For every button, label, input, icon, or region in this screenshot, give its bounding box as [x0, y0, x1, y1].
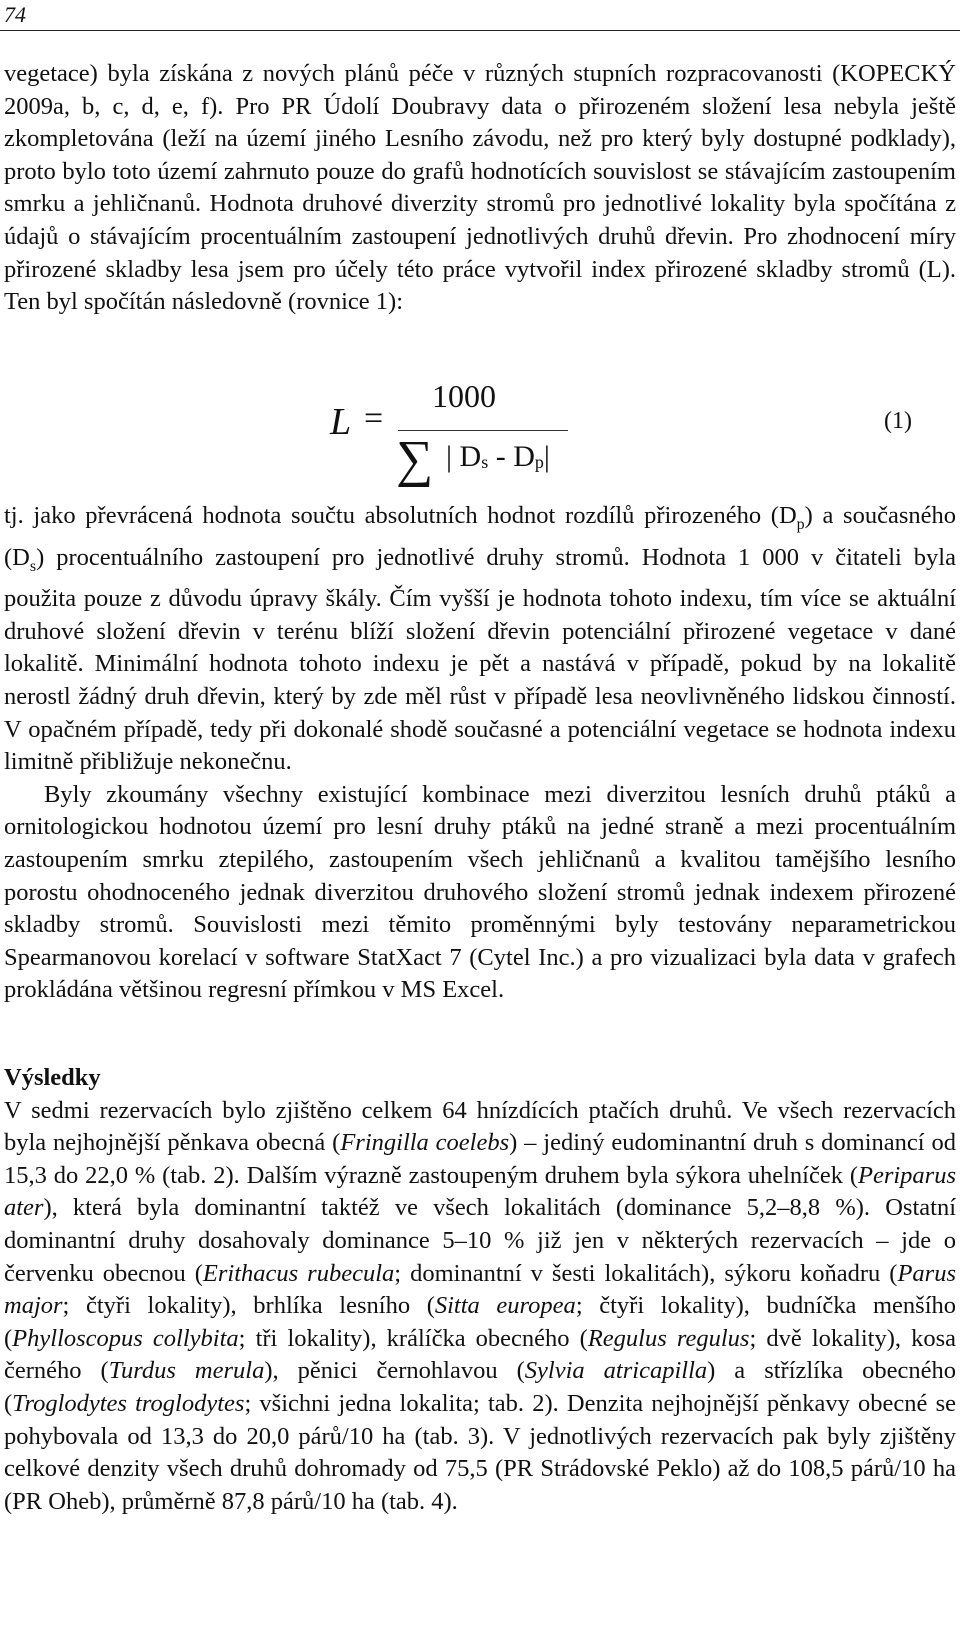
equation-1	[0, 378, 960, 488]
equation-label: (1)	[884, 408, 912, 434]
paragraph-index-explanation: tj. jako převrácená hodnota součtu absolutních hodnot rozdílů přirozeného $(D_p)$ a současného $(D_s)$ procentuálního zastoupení pro jednotlivé druhy stromů. Hodnota 1 000 v čitateli byla použita pouze z důvodu úpravy škály. Čím vyšší je hodnota tohoto indexu, tím více se aktuální druhové složení dřevin v terénu blíží složení dřevin potenciální přirozené vegetace v dané lokalitě. Minimální hodnota tohoto indexu je pět a nastává v případě, pokud by na lokalitě nerostl žádný druh dřevin, který by zde měl růst v případě lesa neovlivněného lidskou činností. V opačném případě, tedy při dokonalé shodě současné a potenciální vegetace se hodnota indexu limitně přibližuje nekonečnu.	[4, 502, 956, 776]
page-number: 74	[4, 2, 26, 27]
paragraph-results: V sedmi rezervacích bylo zjištěno celkem 64 hnízdících ptačích druhů. Ve všech rezervacích byla nejhojnější pěnkava obecná (Fringilla coelebs) – jediný eudominantní druh s dominancí od 15,3 do 22,0 % (tab. 2). Dalším výrazně zastoupeným druhem byla sýkora uhelníček (Periparus ater), která byla dominantní taktéž ve všech lokalitách (dominance 5,2–8,8 %). Ostatní dominantní druhy dosahovaly dominance 5–10 % již jen v některých rezervacích – jde o červenku obecnou (Erithacus rubecula; dominantní v šesti lokalitách), sýkoru koňadru (Parus major; čtyři lokality), brhlíka lesního (Sitta europea; čtyři lokality), budníčka menšího (Phylloscopus collybita; tři lokality), králíčka obecného (Regulus regulus; dvě lokality), kosa černého (Turdus merula), pěnici černohlavou (Sylvia atricapilla) a střízlíka obecného (Troglodytes troglodytes; všichni jedna lokalita; tab. 2). Denzita nejhojnější pěnkavy obecné se pohybovala od 13,3 do 20,0 párů/10 ha (tab. 3). V jednotlivých rezervacích pak byly zjištěny celkové denzity všech druhů dohromady od 75,5 (PR Strádovské Peklo) až do 108,5 párů/10 ha (PR Oheb), průměrně 87,8 párů/10 ha (tab. 4).	[4, 1096, 957, 1515]
results-section	[4, 1062, 956, 1518]
paragraph-statistics: Byly zkoumány všechny existující kombinace mezi diverzitou lesních druhů ptáků a ornitologickou hodnotou území pro lesní druhy ptáků na jedné straně a mezi procentuálním zastoupením smrku ztepilého, zastoupením všech jehličnanů a kvalitou tamějšího lesního porostu ohodnoceného jednak diverzitou druhového složení stromů jednak indexem přirozené skladby stromů. Souvislosti mezi těmito proměnnými byly testovány neparametrickou Spearmanovou korelací v software StatXact 7 (Cytel Inc.) a pro vizualizaci byla data v grafech prokládána většinou regresní přímkou v MS Excel.	[4, 780, 956, 1004]
denominator-d-p: D	[513, 440, 535, 473]
equation-denominator	[446, 440, 550, 474]
abs-bar-right: |	[543, 440, 550, 473]
equation-numerator: 1000	[432, 378, 496, 414]
header-rule	[0, 30, 960, 31]
sum-symbol: ∑	[396, 431, 434, 488]
methods-text-lower	[4, 500, 956, 1007]
subscript-s: s	[481, 452, 489, 472]
abs-bar-left: |	[446, 440, 453, 473]
subscript-p: p	[534, 452, 544, 472]
denominator-d-s: D	[459, 440, 482, 473]
paragraph-data-sources: vegetace) byla získána z nových plánů péče v různých stupních rozpracovanosti (KOPECKÝ 2009a, b, c, d, e, f). Pro PR Údolí Doubravy data o přirozeném složení lesa nebyla ještě zkompletována (leží na území jiného Lesního závodu, než pro který byly dostupné podklady), proto bylo toto území zahrnuto pouze do grafů hodnotících souvislost se stávajícím zastoupením smrku a jehličnanů. Hodnota druhové diverzity stromů pro jednotlivé lokality byla spočítána z údajů o stávajícím procentuálním zastoupení jednotlivých druhů dřevin. Pro zhodnocení míry přirozené skladby lesa jsem pro účely této práce vytvořil index přirozené skladby stromů (L). Ten byl spočítán následovně (rovnice 1):	[4, 60, 956, 316]
equation-lhs: L	[330, 401, 352, 443]
denominator-minus: -	[488, 440, 514, 473]
methods-text-upper	[4, 58, 956, 319]
equation-equals: =	[364, 400, 384, 437]
results-heading: Výsledky	[4, 1064, 101, 1091]
